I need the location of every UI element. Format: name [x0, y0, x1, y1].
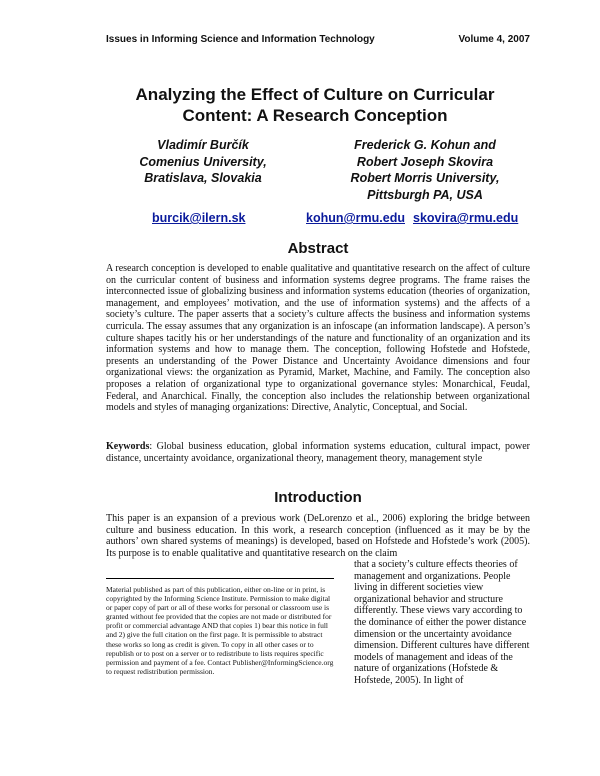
email-link-kohun[interactable]: kohun@rmu.edu: [306, 211, 405, 225]
author-location: Bratislava, Slovakia: [144, 171, 262, 185]
author-name: Vladimír Burčík: [157, 138, 249, 152]
copyright-footnote: Material published as part of this publication, either on-line or in print, is copyrighted by the Informing Science Institute. Permission to make digital or paper copy of part or all of these works for personal or classroom use is granted without fee provided that the copies are not made or distributed for profit or commercial advantage AND that copies 1) bear this notice in full and 2) give the full citation on the first page. It is permissible to abstract these works so long as credit is given. To copy in all other cases or to republish or to post on a server or to redistribute to lists requires specific permission and payment of a fee. Contact Publisher@InformingScience.org to request redistribution permission.: [106, 578, 334, 753]
email-row-left: [152, 211, 245, 225]
title-line: Analyzing the Effect of Culture on Curricular: [135, 85, 495, 104]
author-name: Robert Joseph Skovira: [356, 154, 494, 169]
author-block-left: [118, 137, 288, 187]
journal-name: Issues in Informing Science and Information Technology: [106, 34, 375, 45]
volume-info: Volume 4, 2007: [458, 34, 530, 45]
introduction-heading: Introduction: [274, 489, 362, 506]
running-header: [106, 34, 530, 45]
paper-title: [100, 84, 530, 126]
introduction-text-top: This paper is an expansion of a previous work (DeLorenzo et al., 2006) exploring the bridge between culture and business education. In this work, a research conception (influenced as it may be by the authors’ own shared systems of meanings) is developed, based on Hofstede and Hofstede’s work (2005). Its purpose is to enable qualitative and quantitative research on the claim: [106, 513, 530, 559]
author-name: Frederick G. Kohun and: [354, 138, 496, 152]
author-affiliation: Comenius University,: [139, 154, 267, 169]
email-row-right: [306, 211, 518, 225]
email-link-burcik[interactable]: burcik@ilern.sk: [152, 211, 246, 225]
introduction-text-right: that a society’s culture effects theories of management and organizations. People living in different societies view organizational behavior and structure differently. These views vary according to the dominance of either the power distance dimension or the uncertainty avoidance dimension. Different cultures have different models of management and ideas of the nature of organizations (Hofstede & Hofstede, 2005). In light of: [354, 559, 530, 686]
author-block-right: [320, 137, 530, 203]
keywords-list: : Global business education, global information systems education, cultural impact, power distance, uncertainty avoidance, organizational theory, management theory, management style: [106, 441, 530, 464]
title-line: Content: A Research Conception: [182, 106, 448, 125]
keywords-label: Keywords: [106, 441, 150, 452]
author-location: Pittsburgh PA, USA: [367, 187, 483, 202]
abstract-text: A research conception is developed to enable qualitative and quantitative research on the affect of culture on the curricular content of business and information systems degree programs. The frame raises the interconnected issue of globalizing business and information systems education (theories of organization, management, and employees’ motivation, and the use of information systems) and the affects of a society’s culture. The paper asserts that a society’s culture affects the business and information systems curricula. The essay assumes that any organization is an infoscape (an information landscape). A person’s culture shapes tacitly his or her understandings of the nature and functionality of an organization and its information systems and how to manage them. The conception, following Hofstede and Hofstede, presents an understanding of the Power Distance and Uncertainty Avoidance dimensions and four organizational views: the organization as Pyramid, Market, Machine, and Family. The conception also proposes a relation of organizational type to organizational governance styles: Monarchical, Feudal, Federal, and Anarchical. Finally, the conception also includes the relationship between organizational models and styles of managing organizations: Directive, Analytic, Conceptual, and Social.: [106, 263, 530, 414]
keywords-paragraph: [106, 441, 530, 464]
abstract-heading: Abstract: [287, 240, 349, 257]
author-affiliation: Robert Morris University,: [350, 171, 500, 185]
email-link-skovira[interactable]: skovira@rmu.edu: [413, 211, 519, 225]
